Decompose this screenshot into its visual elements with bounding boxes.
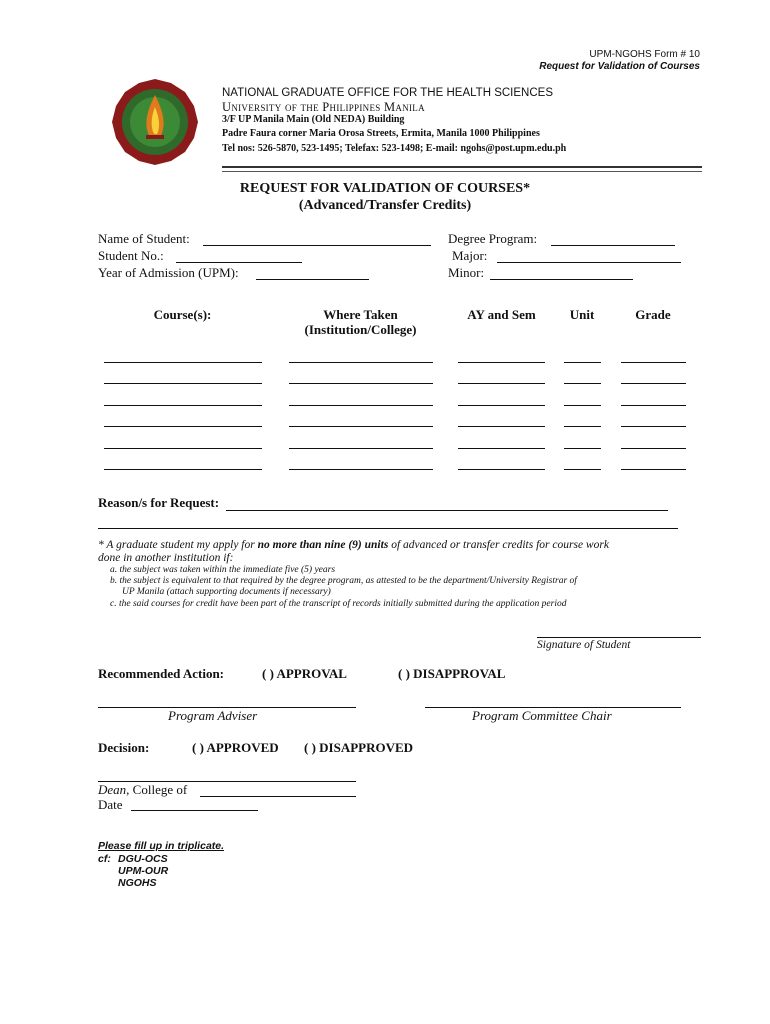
grade-field-row-6[interactable]: [621, 469, 686, 470]
unit-field-row-2[interactable]: [564, 383, 601, 384]
where-taken-header: Where Taken: [323, 307, 398, 322]
dean-label: Dean: [98, 782, 127, 797]
ay-sem-field-row-4[interactable]: [458, 426, 545, 427]
where-taken-field-row-1[interactable]: [289, 362, 433, 363]
where-taken-field-row-2[interactable]: [289, 383, 433, 384]
course-field-row-1[interactable]: [104, 362, 262, 363]
approved-option[interactable]: ( ) APPROVED: [192, 740, 279, 755]
footnote-item-b-cont: UP Manila (attach supporting documents if necessary): [122, 587, 331, 597]
college-label: , College of: [126, 782, 188, 797]
form-heading: REQUEST FOR VALIDATION OF COURSES*: [239, 181, 531, 196]
decision-label: Decision:: [98, 740, 150, 755]
disapproved-option[interactable]: ( ) DISAPPROVED: [304, 740, 414, 755]
university-name: University of the Philippines Manila: [222, 100, 425, 114]
form-subheading: (Advanced/Transfer Credits): [298, 198, 472, 213]
minor-label: Minor:: [448, 265, 485, 280]
grade-field-row-3[interactable]: [621, 405, 686, 406]
reason-field-line1[interactable]: [226, 510, 668, 511]
unit-field-row-1[interactable]: [564, 362, 601, 363]
course-field-row-5[interactable]: [104, 448, 262, 449]
where-taken-field-row-4[interactable]: [289, 426, 433, 427]
cf-item-3: NGOHS: [118, 877, 157, 889]
unit-field-row-6[interactable]: [564, 469, 601, 470]
seal-icon: [110, 77, 200, 167]
header-divider: [222, 166, 702, 168]
reason-field-line2[interactable]: [98, 528, 678, 529]
where-taken-field-row-3[interactable]: [289, 405, 433, 406]
recommended-action-label: Recommended Action:: [98, 666, 225, 681]
ay-sem-field-row-6[interactable]: [458, 469, 545, 470]
unit-header: Unit: [569, 307, 595, 322]
course-field-row-6[interactable]: [104, 469, 262, 470]
header-divider-thin: [222, 171, 702, 172]
ay-sem-field-row-1[interactable]: [458, 362, 545, 363]
form-title: Request for Validation of Courses: [539, 61, 700, 72]
degree-program-field[interactable]: [551, 245, 675, 246]
footnote-line1: [98, 539, 609, 551]
degree-program-label: Degree Program:: [448, 231, 538, 246]
disapproval-option[interactable]: ( ) DISAPPROVAL: [398, 666, 506, 681]
course-field-row-2[interactable]: [104, 383, 262, 384]
unit-field-row-5[interactable]: [564, 448, 601, 449]
college-field[interactable]: [200, 796, 356, 797]
footnote-line2: done in another institution if:: [98, 552, 234, 564]
grade-header: Grade: [635, 307, 671, 322]
footnote-emphasis: no more than nine (9) units: [257, 539, 389, 551]
grade-field-row-5[interactable]: [621, 448, 686, 449]
student-no-field[interactable]: [176, 262, 302, 263]
course-field-row-3[interactable]: [104, 405, 262, 406]
minor-field[interactable]: [490, 279, 633, 280]
year-admission-field[interactable]: [256, 279, 369, 280]
cf-item-2: UPM-OUR: [118, 865, 169, 877]
footnote-item-c: c. the said courses for credit have been part of the transcript of records initially submitted during the application period: [110, 599, 567, 609]
approval-option[interactable]: ( ) APPROVAL: [262, 666, 347, 681]
program-adviser-label: Program Adviser: [168, 708, 258, 723]
where-taken-field-row-5[interactable]: [289, 448, 433, 449]
where-taken-field-row-6[interactable]: [289, 469, 433, 470]
grade-field-row-1[interactable]: [621, 362, 686, 363]
course-header: Course(s):: [153, 307, 212, 322]
form-number: UPM-NGOHS Form # 10: [589, 49, 700, 60]
grade-field-row-2[interactable]: [621, 383, 686, 384]
ay-sem-field-row-5[interactable]: [458, 448, 545, 449]
date-field[interactable]: [131, 810, 258, 811]
office-name: NATIONAL GRADUATE OFFICE FOR THE HEALTH SCIENCES: [222, 87, 553, 99]
student-no-label: Student No.:: [98, 248, 164, 263]
unit-field-row-4[interactable]: [564, 426, 601, 427]
committee-chair-label: Program Committee Chair: [472, 708, 612, 723]
contact-info: Tel nos: 526-5870, 523-1495; Telefax: 523-1498; E-mail: ngohs@post.upm.edu.ph: [222, 143, 567, 154]
building-address: 3/F UP Manila Main (Old NEDA) Building: [222, 114, 405, 125]
course-field-row-4[interactable]: [104, 426, 262, 427]
grade-field-row-4[interactable]: [621, 426, 686, 427]
year-admission-label: Year of Admission (UPM):: [98, 265, 239, 280]
student-name-label: Name of Student:: [98, 231, 190, 246]
major-field[interactable]: [497, 262, 681, 263]
where-taken-subheader: (Institution/College): [304, 322, 417, 337]
dean-college-line: [98, 782, 187, 798]
student-signature-field[interactable]: [537, 637, 701, 638]
student-signature-label: Signature of Student: [537, 639, 631, 651]
ay-sem-field-row-3[interactable]: [458, 405, 545, 406]
footnote-suffix: of advanced or transfer credits for course work: [391, 539, 609, 551]
ay-sem-header: AY and Sem: [467, 307, 536, 322]
triplicate-note: Please fill up in triplicate.: [98, 840, 225, 852]
unit-field-row-3[interactable]: [564, 405, 601, 406]
student-name-field[interactable]: [203, 245, 431, 246]
footnote-prefix: * A graduate student my apply for: [98, 539, 255, 551]
street-address: Padre Faura corner Maria Orosa Streets, Ermita, Manila 1000 Philippines: [222, 128, 540, 139]
reason-label: Reason/s for Request:: [98, 495, 220, 510]
cf-label: cf:: [98, 853, 111, 865]
university-seal: [110, 77, 200, 167]
major-label: Major:: [452, 248, 488, 263]
footnote-item-b: b. the subject is equivalent to that required by the degree program, as attested to be the department/University Registrar of: [110, 576, 577, 586]
date-label: Date: [98, 797, 123, 812]
cf-item-1: DGU-OCS: [118, 853, 168, 865]
ay-sem-field-row-2[interactable]: [458, 383, 545, 384]
footnote-item-a: a. the subject was taken within the immediate five (5) years: [110, 565, 336, 575]
